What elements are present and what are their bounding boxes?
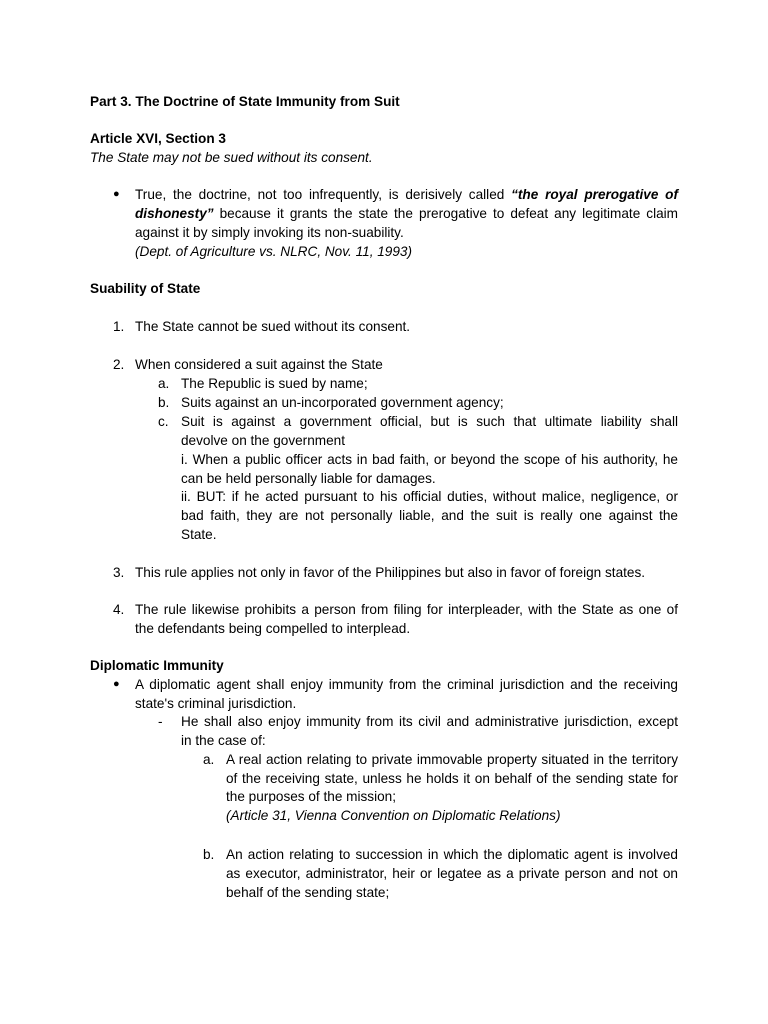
bullet-line bbox=[135, 185, 678, 204]
page-title: Part 3. The Doctrine of State Immunity from Suit bbox=[90, 94, 400, 109]
bullet-text: against it by simply invoking its non-suability. bbox=[135, 225, 404, 240]
list-number: 3. bbox=[113, 565, 125, 580]
list-item: the defendants being compelled to interplead. bbox=[135, 621, 411, 636]
roman-item: bad faith, they are not personally liable, and the suit is really one against the bbox=[181, 508, 678, 523]
bullet-marker: ● bbox=[113, 678, 120, 690]
dash-marker: - bbox=[158, 714, 163, 729]
sub-letter: b. bbox=[158, 395, 170, 410]
roman-item: State. bbox=[181, 527, 217, 542]
bullet-marker: ● bbox=[113, 188, 120, 200]
section-title: Diplomatic Immunity bbox=[90, 658, 224, 673]
sub-item: the purposes of the mission; bbox=[226, 789, 397, 804]
dash-item: He shall also enjoy immunity from its civil and administrative jurisdiction, except bbox=[181, 714, 678, 729]
sub-item: as executor, administrator, heir or legatee as a private person and not on bbox=[226, 866, 678, 881]
list-number: 2. bbox=[113, 357, 125, 372]
sub-letter: a. bbox=[158, 376, 170, 391]
bullet-text: True, the doctrine, not too infrequently, is derisively called bbox=[135, 187, 512, 202]
sub-item: of the receiving state, unless he holds it on behalf of the sending state for bbox=[226, 771, 678, 786]
section-title: Suability of State bbox=[90, 281, 201, 296]
list-item: This rule applies not only in favor of the Philippines but also in favor of foreign states. bbox=[135, 565, 646, 580]
citation: (Article 31, Vienna Convention on Diplomatic Relations) bbox=[226, 808, 561, 823]
bullet-line bbox=[135, 204, 678, 223]
sub-letter: c. bbox=[158, 414, 169, 429]
article-text: The State may not be sued without its consent. bbox=[90, 150, 373, 165]
bullet-emphasis: “the royal prerogative of bbox=[511, 187, 678, 202]
list-number: 4. bbox=[113, 602, 125, 617]
sub-item: An action relating to succession in which the diplomatic agent is involved bbox=[226, 847, 678, 862]
sub-item: Suits against an un-incorporated government agency; bbox=[181, 395, 504, 410]
dash-item: in the case of: bbox=[181, 733, 266, 748]
sub-item: behalf of the sending state; bbox=[226, 885, 390, 900]
sub-item: devolve on the government bbox=[181, 433, 345, 448]
bullet-text: state's criminal jurisdiction. bbox=[135, 696, 297, 711]
citation: (Dept. of Agriculture vs. NLRC, Nov. 11, 1993) bbox=[135, 244, 413, 259]
sub-letter: a. bbox=[203, 752, 215, 767]
list-item: The rule likewise prohibits a person from filing for interpleader, with the State as one of bbox=[135, 602, 678, 617]
roman-item: can be held personally liable for damages. bbox=[181, 471, 436, 486]
bullet-emphasis: dishonesty” bbox=[135, 206, 214, 221]
bullet-text: because it grants the state the prerogative to defeat any legitimate claim bbox=[213, 206, 678, 221]
roman-item: i. When a public officer acts in bad faith, or beyond the scope of his authority, he bbox=[181, 452, 678, 467]
list-item: When considered a suit against the State bbox=[135, 357, 383, 372]
sub-item: The Republic is sued by name; bbox=[181, 376, 368, 391]
sub-item: Suit is against a government official, but is such that ultimate liability shall bbox=[181, 414, 678, 429]
list-number: 1. bbox=[113, 319, 125, 334]
bullet-text: A diplomatic agent shall enjoy immunity from the criminal jurisdiction and the receiving bbox=[135, 677, 678, 692]
article-title: Article XVI, Section 3 bbox=[90, 131, 226, 146]
sub-letter: b. bbox=[203, 847, 215, 862]
roman-item: ii. BUT: if he acted pursuant to his official duties, without malice, negligence, or bbox=[181, 489, 678, 504]
sub-item: A real action relating to private immovable property situated in the territory bbox=[226, 752, 678, 767]
list-item: The State cannot be sued without its consent. bbox=[135, 319, 411, 334]
